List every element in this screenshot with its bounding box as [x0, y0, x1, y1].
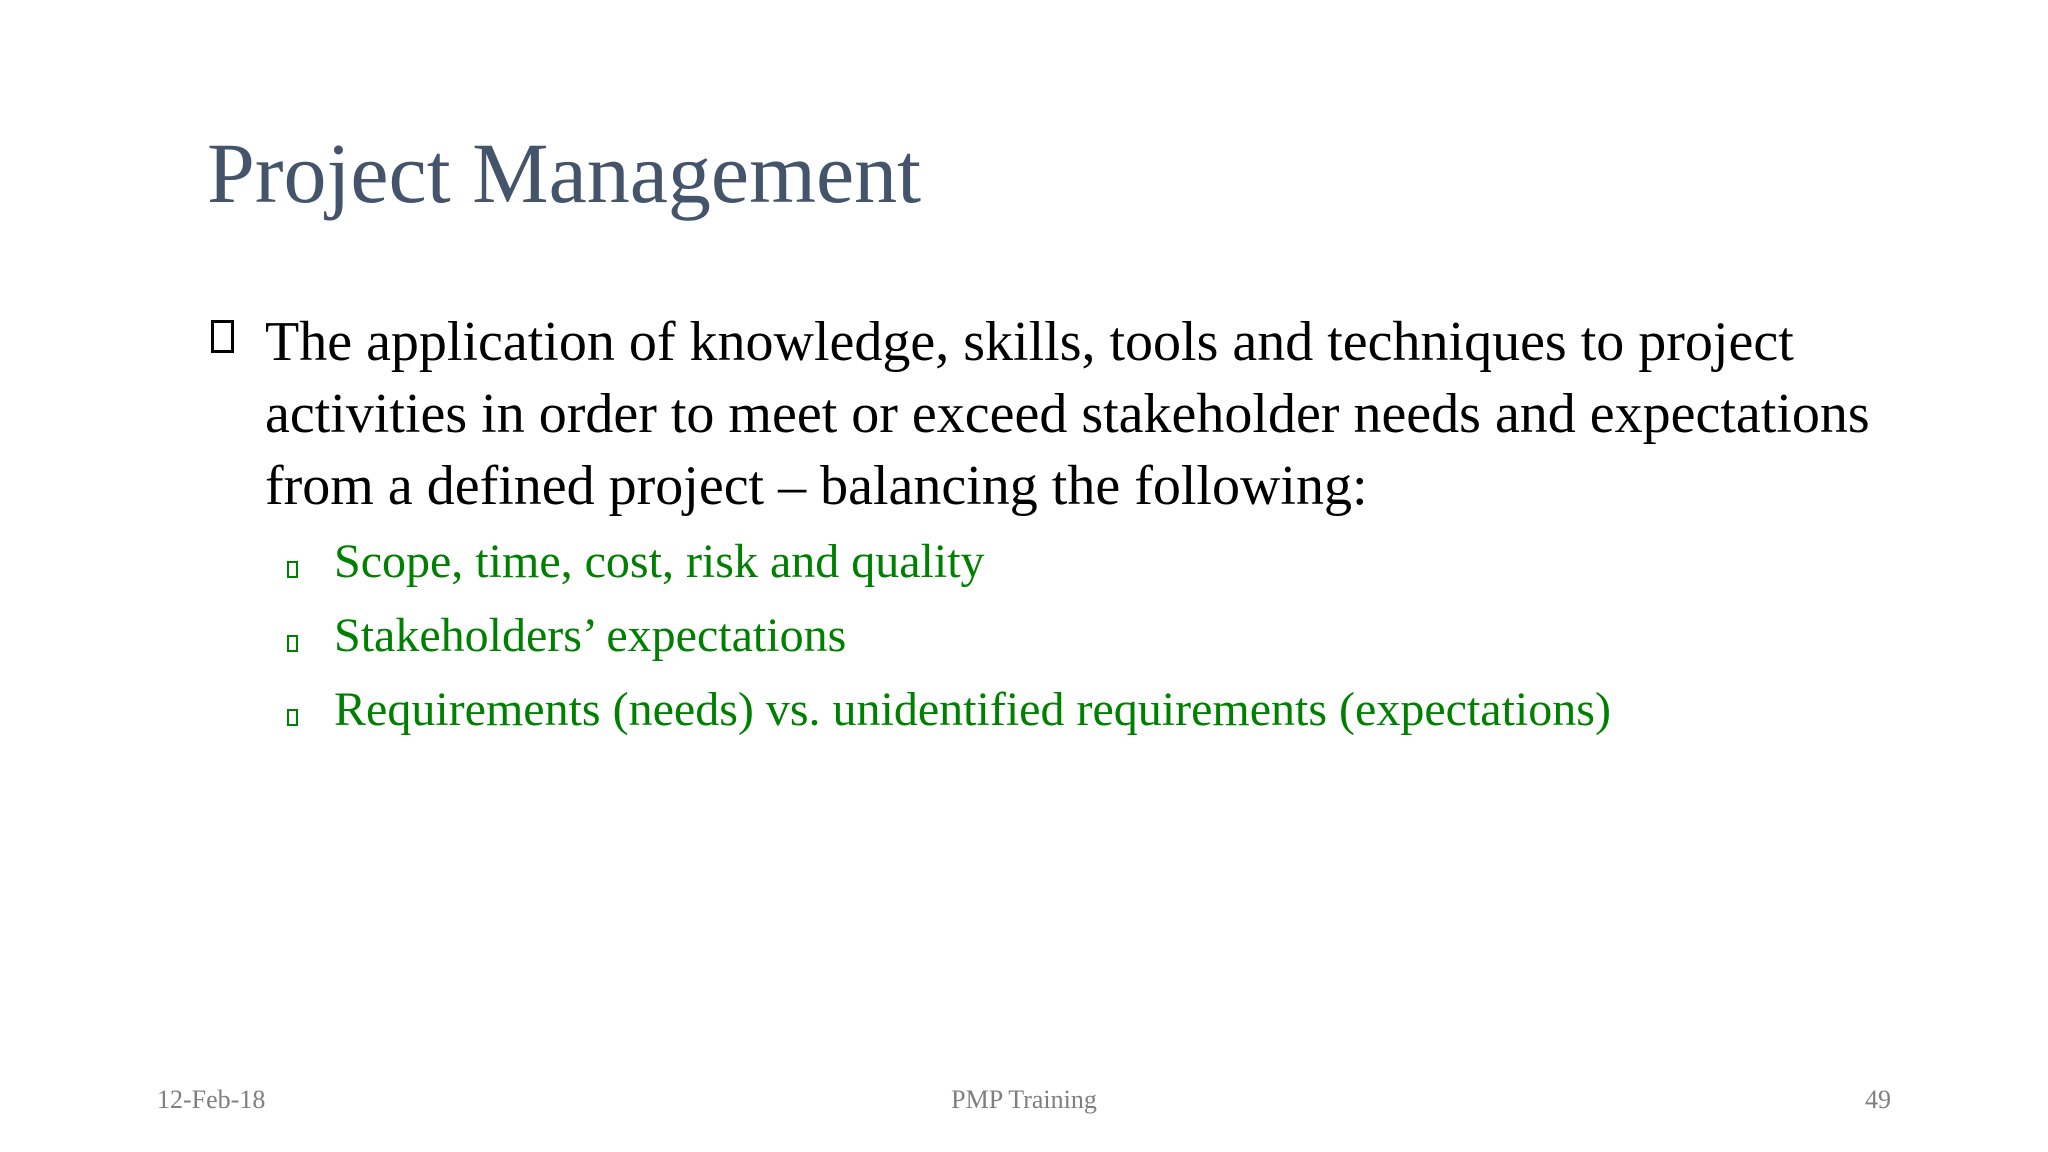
square-bullet-icon	[211, 320, 234, 353]
sub-bullet-text: Requirements (needs) vs. unidentified requirements (expectations)	[334, 683, 1611, 736]
slide-title: Project Management	[207, 125, 922, 221]
small-square-bullet-icon	[287, 635, 298, 652]
footer-date: 12-Feb-18	[157, 1085, 266, 1114]
small-square-bullet-icon	[287, 709, 298, 726]
sub-bullet-list	[285, 530, 1905, 752]
sub-bullet-text: Stakeholders’ expectations	[334, 609, 847, 662]
sub-bullet-item	[285, 678, 1905, 752]
main-bullet-text: The application of knowledge, skills, tools and techniques to project activities in order to meet or exceed stakeholder needs and expectations from a defined project – balancing the following:	[265, 311, 1870, 517]
page-number: 49	[1865, 1085, 1891, 1114]
small-square-bullet-icon	[287, 561, 298, 578]
footer-title: PMP Training	[951, 1085, 1097, 1114]
sub-bullet-text: Scope, time, cost, risk and quality	[334, 535, 985, 588]
sub-bullet-item	[285, 604, 1905, 678]
sub-bullet-item	[285, 530, 1905, 604]
